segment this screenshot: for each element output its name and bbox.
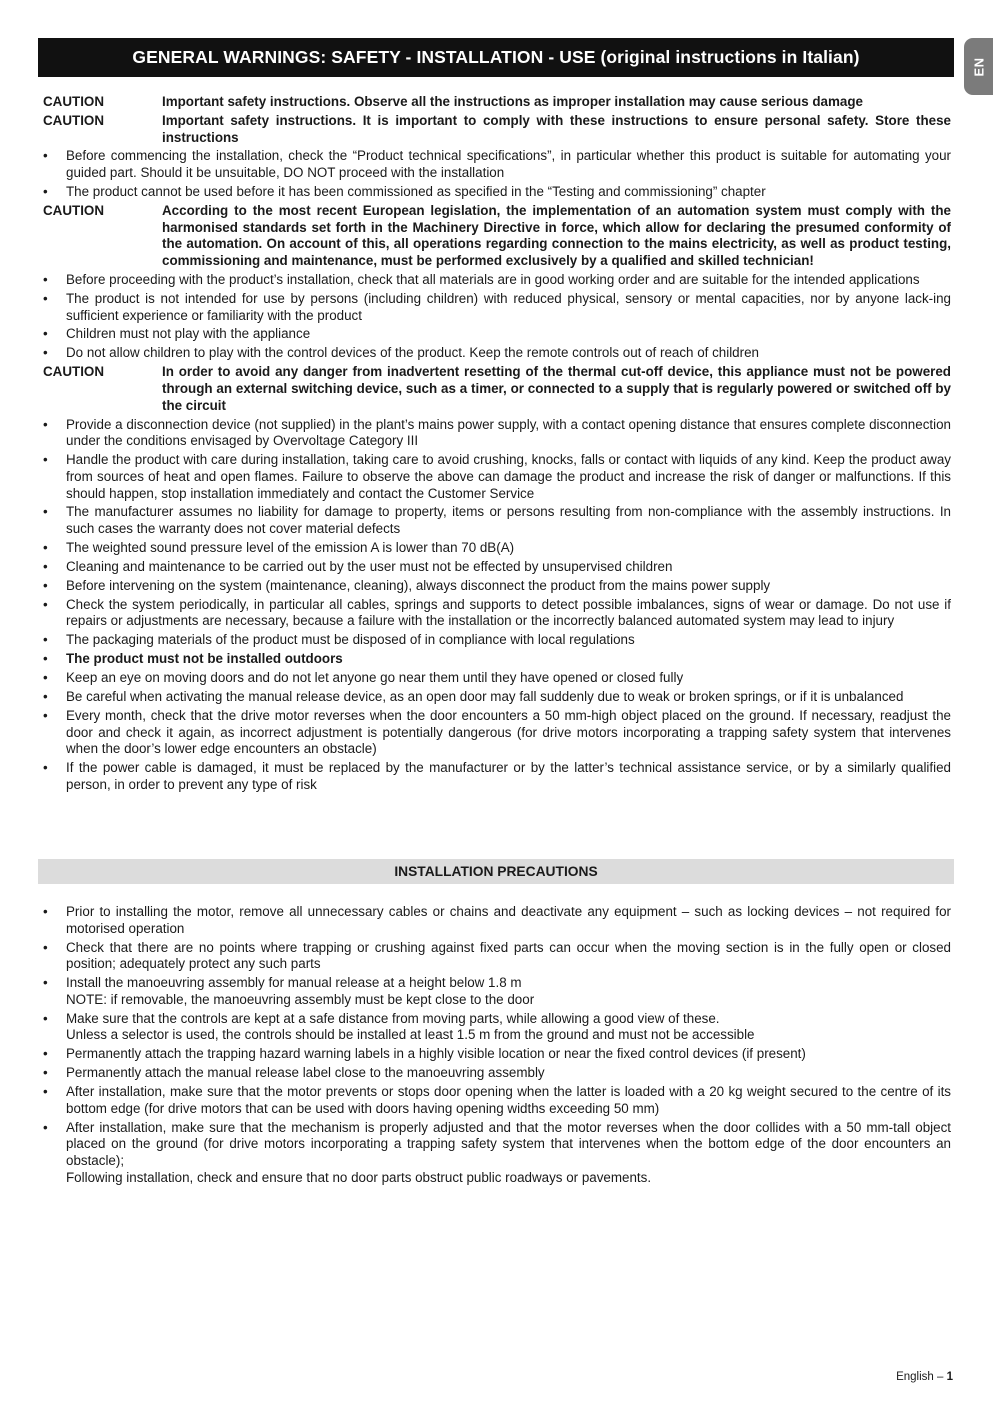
precaution-line: Unless a selector is used, the controls should be installed at least 1.5 m from the ground and must not be accessible — [66, 1027, 755, 1043]
bullet-text: The manufacturer assumes no liability for damage to property, items or persons resulting from non-compliance with the assembly instructions. In such cases the warranty does not cover material defects — [66, 504, 951, 537]
precaution-item — [38, 1065, 951, 1082]
precaution-line: Check that there are no points where trapping or crushing against fixed parts can occur when the moving section is in the fully open or closed position; adequately protect any such parts — [66, 939, 951, 972]
bullet-text: The product cannot be used before it has been commissioned as specified in the “Testing and commissioning” chapter — [66, 184, 766, 200]
bullet-marker: • — [43, 632, 48, 648]
bullet-item — [38, 540, 951, 557]
bullet-marker: • — [43, 577, 48, 593]
bullet-text: The weighted sound pressure level of the emission A is lower than 70 dB(A) — [66, 540, 515, 556]
caution-item — [38, 203, 951, 270]
bullet-text: The product is not intended for use by persons (including children) with reduced physical, sensory or mental capacities, nor by anyone lack-ing sufficient experience or familiarity with the product — [66, 290, 951, 323]
precaution-line: NOTE: if removable, the manoeuvring assembly must be kept close to the door — [66, 991, 535, 1007]
precaution-line: After installation, make sure that the mechanism is properly adjusted and that the motor reverses when the door collides with a 50 mm-tall object placed on the ground (for drive motors incorporating a trapping safety system that intervenes when the bottom edge of the door encounters an obstacle); — [66, 1119, 951, 1169]
bullet-item — [38, 689, 951, 706]
bullet-marker: • — [43, 1065, 48, 1081]
bullet-item — [38, 452, 951, 502]
precaution-text — [66, 1084, 951, 1117]
bullet-marker: • — [43, 1046, 48, 1062]
footer-language: English – — [896, 1371, 944, 1383]
bullet-text: Before proceeding with the product’s installation, check that all materials are in good working order and are suitable for the intended applications — [66, 271, 920, 287]
bullet-marker: • — [43, 596, 48, 612]
bullet-text: Children must not play with the appliance — [66, 326, 311, 342]
precaution-line: After installation, make sure that the motor prevents or stops door opening when the latter is loaded with a 20 kg weight secured to the centre of its bottom edge (for drive motors that can be used with doors having opening widths exceeding 50 mm) — [66, 1084, 951, 1116]
bullet-text: The packaging materials of the product must be disposed of in compliance with local regulations — [66, 632, 635, 648]
section-title: INSTALLATION PRECAUTIONS — [38, 859, 954, 884]
precaution-text — [66, 940, 951, 973]
bullet-text: Check the system periodically, in particular all cables, springs and supports to detect possible imbalances, signs of wear or damage. Do not use if repairs or adjustments are necessary, because a failure with the installation or the incorrectly balanced automated system may lead to injury — [66, 596, 951, 629]
precaution-item — [38, 904, 951, 937]
bullet-marker: • — [43, 416, 48, 432]
precaution-line: Following installation, check and ensure that no door parts obstruct public roadways or pavements. — [66, 1169, 652, 1185]
precaution-line: Make sure that the controls are kept at a safe distance from moving parts, while allowing a good view of these. — [66, 1010, 720, 1026]
caution-label: CAUTION — [43, 112, 104, 128]
bullet-item — [38, 345, 951, 362]
precaution-item — [38, 975, 951, 1008]
bullet-text: Provide a disconnection device (not supplied) in the plant’s mains power supply, with a contact opening distance that ensures complete disconnection under the conditions envisaged by Overvoltage Category III — [66, 416, 951, 449]
bullet-item — [38, 760, 951, 793]
bullet-item — [38, 597, 951, 630]
bullet-text: Do not allow children to play with the control devices of the product. Keep the remote controls out of reach of children — [66, 345, 759, 361]
general-warnings-list — [38, 94, 951, 796]
bullet-marker: • — [43, 184, 48, 200]
precaution-line: Permanently attach the trapping hazard warning labels in a highly visible location or near the fixed control devices (if present) — [66, 1046, 806, 1062]
bullet-marker: • — [43, 904, 48, 919]
caution-text: In order to avoid any danger from inadvertent resetting of the thermal cut-off device, this appliance must not be powered through an external switching device, such as a timer, or connected to a supply that is regularly powered or switched off by the circuit — [162, 364, 951, 413]
bullet-marker: • — [43, 1119, 48, 1135]
bullet-item — [38, 291, 951, 324]
bullet-marker: • — [43, 707, 48, 723]
precaution-item — [38, 1120, 951, 1187]
caution-item — [38, 113, 951, 146]
precaution-text — [66, 904, 951, 937]
precaution-text — [66, 1011, 951, 1044]
bullet-item — [38, 559, 951, 576]
bullet-item — [38, 708, 951, 758]
page-title: GENERAL WARNINGS: SAFETY - INSTALLATION - USE (original instructions in Italian) — [38, 38, 954, 77]
precaution-text — [66, 975, 951, 1008]
bullet-text: Handle the product with care during installation, taking care to avoid crushing, knocks, falls or contact with liquids of any kind. Keep the product away from sources of heat and open flames. Failure to observe the above can damage the product and increase the risk of danger or malfunctions. If this should happen, stop installation immediately and contact the Customer Service — [66, 452, 951, 501]
bullet-item — [38, 272, 951, 289]
caution-item — [38, 364, 951, 414]
precaution-text — [66, 1046, 951, 1063]
caution-label: CAUTION — [43, 202, 104, 218]
language-tab-label: EN — [971, 56, 986, 77]
caution-label: CAUTION — [43, 94, 104, 109]
bullet-marker: • — [43, 540, 48, 556]
bullet-item — [38, 184, 951, 201]
bullet-item — [38, 578, 951, 595]
language-tab — [964, 38, 993, 95]
bullet-item — [38, 670, 951, 687]
bullet-marker: • — [43, 688, 48, 704]
bullet-text: Every month, check that the drive motor reverses when the door encounters a 50 mm-high object placed on the ground. If necessary, readjust the door and check it again, as incorrect adjustment is potentially dangerous (for drive motors incorporating a trapping safety system that intervenes when the door’s lower edge encounters an obstacle) — [66, 707, 951, 757]
bullet-marker: • — [43, 670, 48, 686]
bullet-item — [38, 326, 951, 343]
bullet-marker: • — [43, 939, 48, 955]
bullet-marker: • — [43, 760, 48, 776]
bullet-marker: • — [43, 290, 48, 306]
precaution-item — [38, 940, 951, 973]
precaution-line: Prior to installing the motor, remove all unnecessary cables or chains and deactivate any equipment – such as locking devices – not required for motorised operation — [66, 904, 951, 936]
page-number: 1 — [946, 1371, 953, 1383]
page-footer — [896, 1371, 953, 1383]
bullet-item — [38, 651, 951, 668]
bullet-marker: • — [43, 1010, 48, 1026]
bullet-marker: • — [43, 345, 48, 361]
bullet-marker: • — [43, 271, 48, 287]
bullet-text: If the power cable is damaged, it must be replaced by the manufacturer or by the latter’s technical assistance service, or by a similarly qualified person, in order to prevent any type of risk — [66, 760, 951, 792]
caution-item — [38, 94, 951, 111]
caution-text: Important safety instructions. Observe all the instructions as improper installation may cause serious damage — [162, 94, 863, 109]
bullet-marker: • — [43, 326, 48, 342]
caution-label: CAUTION — [43, 364, 104, 380]
precaution-text — [66, 1065, 951, 1082]
precaution-item — [38, 1084, 951, 1117]
bullet-item — [38, 632, 951, 649]
bullet-marker: • — [43, 975, 48, 991]
precaution-text — [66, 1120, 951, 1187]
bullet-marker: • — [43, 651, 48, 667]
bullet-text: Before commencing the installation, check the “Product technical specifications”, in particular whether this product is suitable for automating your guided part. Should it be unsuitable, DO NOT proceed with the installation — [66, 148, 951, 181]
bullet-text: Be careful when activating the manual release device, as an open door may fall suddenly due to weak or broken springs, or if it is unbalanced — [66, 688, 904, 704]
bullet-text: Cleaning and maintenance to be carried out by the user must not be effected by unsupervised children — [66, 558, 673, 574]
precaution-line: Permanently attach the manual release label close to the manoeuvring assembly — [66, 1065, 545, 1081]
precaution-line: Install the manoeuvring assembly for manual release at a height below 1.8 m — [66, 975, 522, 991]
precaution-item — [38, 1046, 951, 1063]
bullet-marker: • — [43, 558, 48, 574]
precaution-item — [38, 1011, 951, 1044]
bullet-item — [38, 148, 951, 181]
installation-precautions-list — [38, 904, 951, 1189]
bullet-text: Keep an eye on moving doors and do not let anyone go near them until they have opened or closed fully — [66, 670, 684, 686]
bullet-item — [38, 417, 951, 450]
bullet-text: Before intervening on the system (maintenance, cleaning), always disconnect the product from the mains power supply — [66, 577, 771, 593]
bullet-text: The product must not be installed outdoors — [66, 651, 343, 667]
caution-text: Important safety instructions. It is important to comply with these instructions to ensure personal safety. Store these instructions — [162, 112, 951, 145]
caution-text: According to the most recent European legislation, the implementation of an automation system must comply with the harmonised standards set forth in the Machinery Directive in force, which allow for declaring the presumed conformity of the automation. On account of this, all operations regarding connection to the mains electricity, as well as product testing, commissioning and maintenance, must be performed exclusively by a qualified and skilled technician! — [162, 202, 951, 269]
bullet-marker: • — [43, 1084, 48, 1100]
bullet-marker: • — [43, 504, 48, 520]
bullet-marker: • — [43, 452, 48, 468]
bullet-item — [38, 504, 951, 537]
bullet-marker: • — [43, 148, 48, 164]
